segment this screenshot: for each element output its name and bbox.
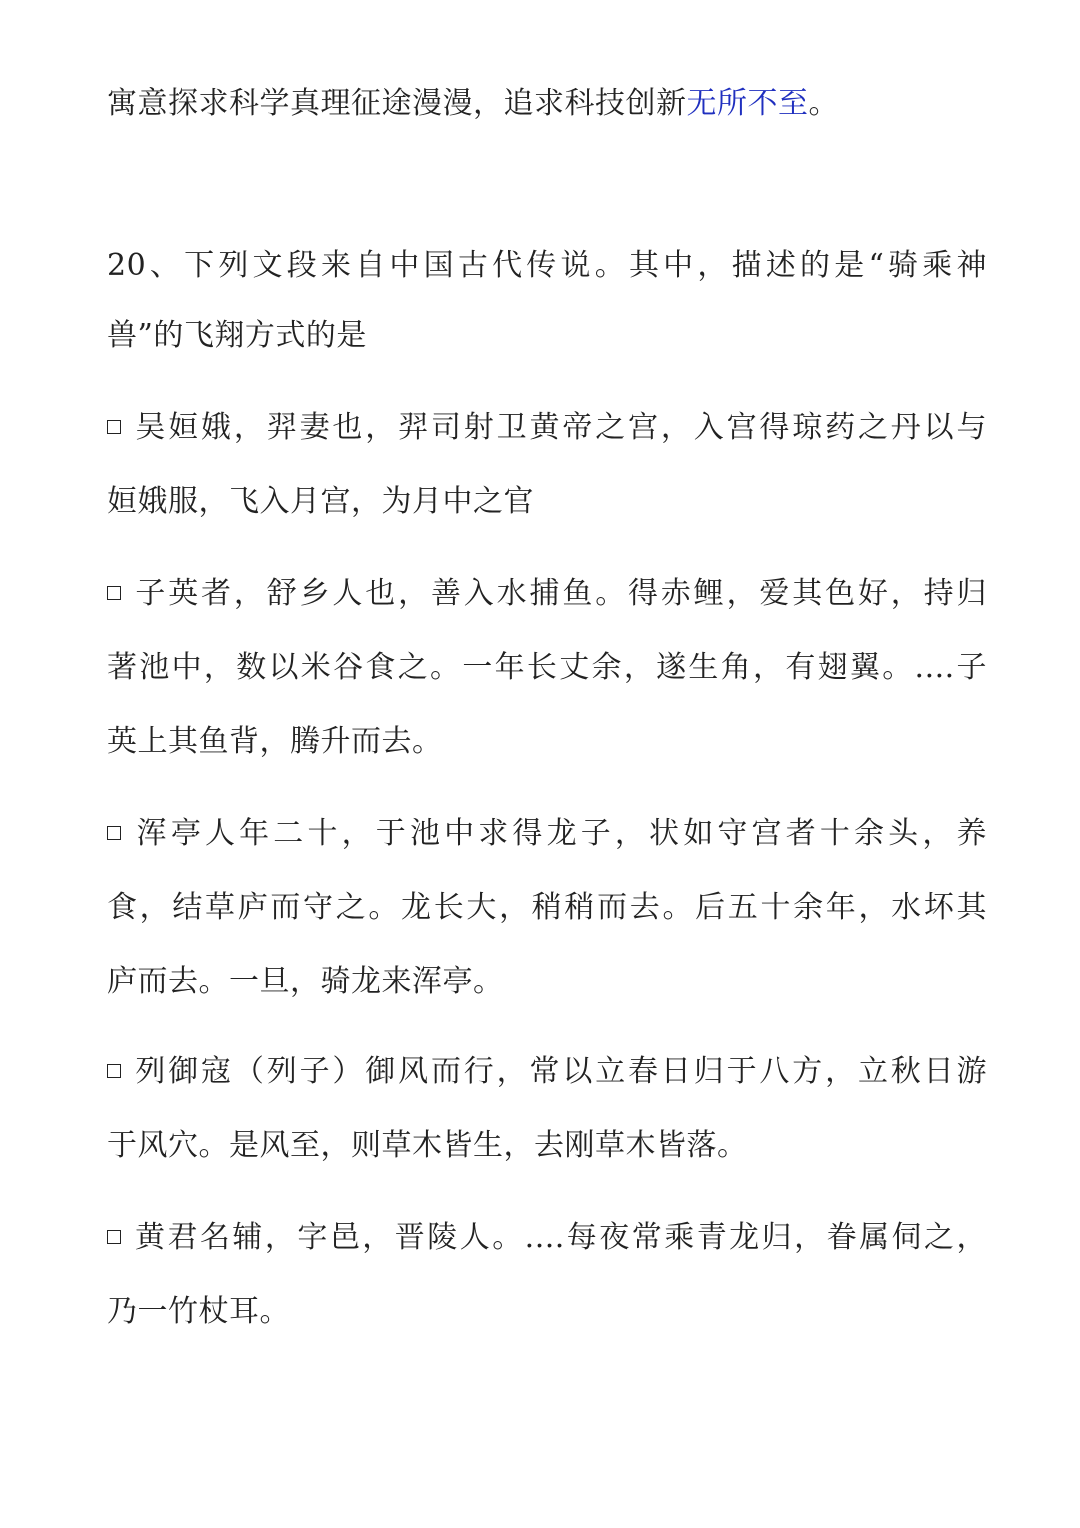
option-3-line-2: 食，结草庐而守之。龙长大，稍稍而去。后五十余年，水坏其 bbox=[107, 890, 987, 925]
option-4-checkbox[interactable] bbox=[107, 1064, 121, 1078]
intro-text: 寓意探求科学真理征途漫漫，追求科技创新 bbox=[107, 86, 687, 121]
option-5-line-1 bbox=[107, 1218, 987, 1258]
option-1-line-2: 姮娥服，飞入月宫，为月中之官 bbox=[107, 484, 534, 519]
option-5-line-2: 乃一竹杖耳。 bbox=[107, 1294, 290, 1329]
option-3-line-1 bbox=[107, 814, 987, 854]
option-2-line-2: 著池中，数以米谷食之。一年长丈余，遂生角，有翅翼。....子 bbox=[107, 650, 987, 685]
option-3-checkbox[interactable] bbox=[107, 826, 121, 840]
intro-line bbox=[107, 84, 987, 124]
option-1-checkbox[interactable] bbox=[107, 420, 121, 434]
option-4-line-1 bbox=[107, 1052, 987, 1092]
option-2-checkbox[interactable] bbox=[107, 586, 121, 600]
option-1-text-1: 吴姮娥，羿妻也，羿司射卫黄帝之宫，入宫得琼药之丹以与 bbox=[133, 410, 987, 445]
intro-end-punct: 。 bbox=[808, 86, 839, 121]
option-5-text-1: 黄君名辅，字邑，晋陵人。....每夜常乘青龙归，眷属伺之， bbox=[133, 1220, 987, 1255]
option-4-text-1: 列御寇（列子）御风而行，常以立春日归于八方，立秋日游 bbox=[133, 1054, 987, 1089]
option-3-text-1: 浑亭人年二十，于池中求得龙子，状如守宫者十余头，养 bbox=[133, 816, 987, 851]
option-4-line-2: 于风穴。是风至，则草木皆生，去刚草木皆落。 bbox=[107, 1128, 748, 1163]
option-3-line-3: 庐而去。一旦，骑龙来浑亭。 bbox=[107, 964, 504, 999]
option-2-line-3: 英上其鱼背，腾升而去。 bbox=[107, 724, 443, 759]
question-line-2: 兽”的飞翔方式的是 bbox=[107, 318, 367, 353]
option-1-line-1 bbox=[107, 408, 987, 448]
option-2-line-1 bbox=[107, 574, 987, 614]
intro-highlight-link[interactable]: 无所不至 bbox=[686, 86, 809, 121]
question-line-1: 20、下列文段来自中国古代传说。其中，描述的是“骑乘神 bbox=[107, 248, 987, 283]
option-2-text-1: 子英者，舒乡人也，善入水捕鱼。得赤鲤，爱其色好，持归 bbox=[133, 576, 987, 611]
option-5-checkbox[interactable] bbox=[107, 1230, 121, 1244]
